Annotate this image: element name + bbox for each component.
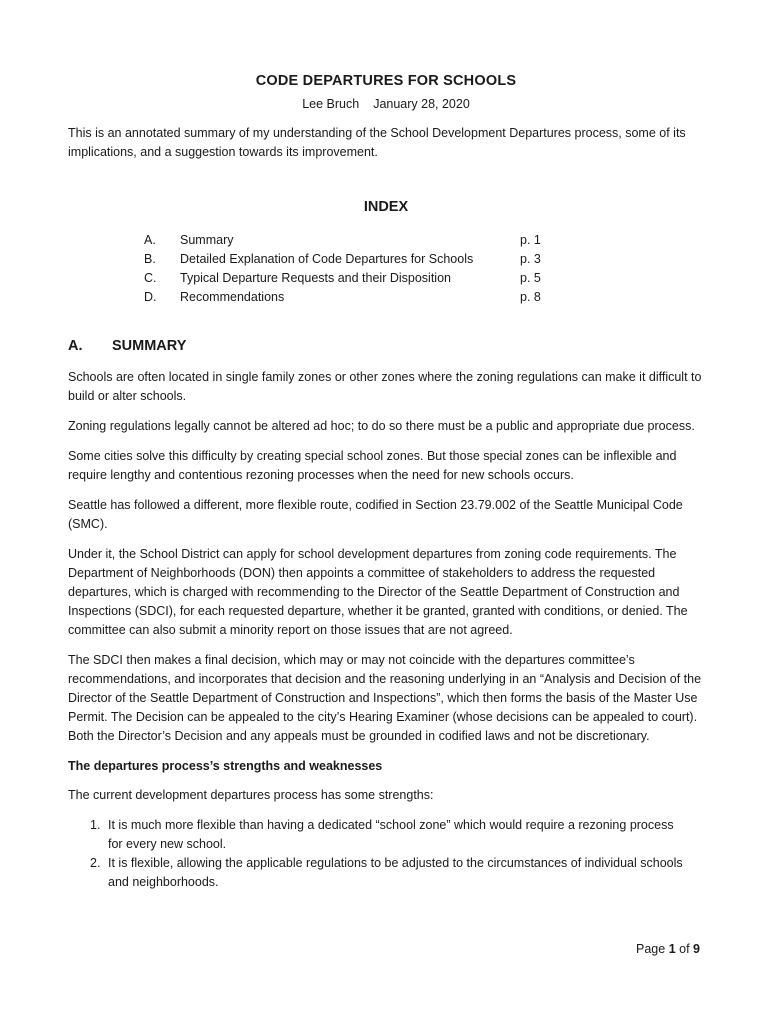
list-item-number: 1. <box>90 818 101 832</box>
section-letter: A. <box>68 338 83 354</box>
index-list <box>144 231 704 307</box>
list-item-text: It is flexible, allowing the applicable regulations to be adjusted to the circumstances of individual schools and neighborhoods. <box>108 856 683 889</box>
index-entry-letter: A. <box>144 233 156 247</box>
footer-page-word: Page <box>636 942 666 956</box>
intro-paragraph: This is an annotated summary of my understanding of the School Development Departures process, some of its implications, and a suggestion towards its improvement. <box>68 126 686 159</box>
index-entry-page: p. 3 <box>520 252 541 266</box>
page-footer <box>636 942 700 956</box>
section-heading-summary <box>68 337 704 356</box>
index-entry <box>144 288 704 307</box>
page-content <box>68 68 704 892</box>
summary-paragraph: Schools are often located in single family zones or other zones where the zoning regulations can make it difficult to build or alter schools. <box>68 370 702 403</box>
strengths-list <box>68 816 704 892</box>
summary-paragraph: Some cities solve this difficulty by creating special school zones. But those special zones can be inflexible and require lengthy and contentious rezoning processes when the need for new schools occurs. <box>68 449 677 482</box>
document-title: CODE DEPARTURES FOR SCHOOLS <box>255 73 517 89</box>
list-item-text: It is much more flexible than having a dedicated “school zone” which would require a rezoning process for every new school. <box>108 818 674 851</box>
footer-page-number: 1 <box>668 942 676 956</box>
summary-paragraph: Under it, the School District can apply for school development departures from zoning code requirements. The Department of Neighborhoods (DON) then appoints a committee of stakeholders to address the requested departures, which is charged with recommending to the Director of the Seattle Department of Construction and Inspections (SDCI), for each requested departure, whether it be granted, granted with conditions, or denied. The committee can also submit a minority report on those issues that are not agreed. <box>68 547 688 637</box>
index-entry <box>144 231 704 250</box>
index-entry <box>144 269 704 288</box>
index-entry-page: p. 8 <box>520 290 541 304</box>
index-entry-letter: B. <box>144 252 156 266</box>
index-entry-label: Typical Departure Requests and their Disposition <box>180 271 451 285</box>
footer-page-total: 9 <box>693 942 700 956</box>
index-entry-label: Summary <box>180 233 234 247</box>
index-entry-label: Recommendations <box>180 290 285 304</box>
section-title: SUMMARY <box>112 338 187 354</box>
footer-of-word: of <box>679 942 690 956</box>
list-item-number: 2. <box>90 856 101 870</box>
list-item <box>90 854 704 892</box>
index-title: INDEX <box>363 199 409 215</box>
strengths-intro: The current development departures process has some strengths: <box>68 788 434 802</box>
document-date: January 28, 2020 <box>373 97 470 111</box>
document-byline <box>68 95 704 114</box>
index-entry-letter: D. <box>144 290 157 304</box>
index-entry-page: p. 1 <box>520 233 541 247</box>
index-entry <box>144 250 704 269</box>
list-item <box>90 816 704 854</box>
author-name: Lee Bruch <box>302 97 360 111</box>
index-entry-label: Detailed Explanation of Code Departures for Schools <box>180 252 474 266</box>
subheading-strengths-weaknesses: The departures process’s strengths and weaknesses <box>68 759 383 773</box>
summary-paragraph: Seattle has followed a different, more flexible route, codified in Section 23.79.002 of the Seattle Municipal Code (SMC). <box>68 498 683 531</box>
index-entry-page: p. 5 <box>520 271 541 285</box>
index-entry-letter: C. <box>144 271 157 285</box>
summary-paragraph: Zoning regulations legally cannot be altered ad hoc; to do so there must be a public and appropriate due process. <box>68 419 695 433</box>
summary-paragraph: The SDCI then makes a final decision, which may or may not coincide with the departures committee’s recommendations, and incorporates that decision and the reasoning underlying in an “Analysis and Decision of the Director of the Seattle Department of Construction and Inspections”, which then forms the basis of the Master Use Permit. The Decision can be appealed to the city’s Hearing Examiner (whose decisions can be appealed to court). Both the Director’s Decision and any appeals must be grounded in codified laws and not be discretionary. <box>68 653 702 743</box>
